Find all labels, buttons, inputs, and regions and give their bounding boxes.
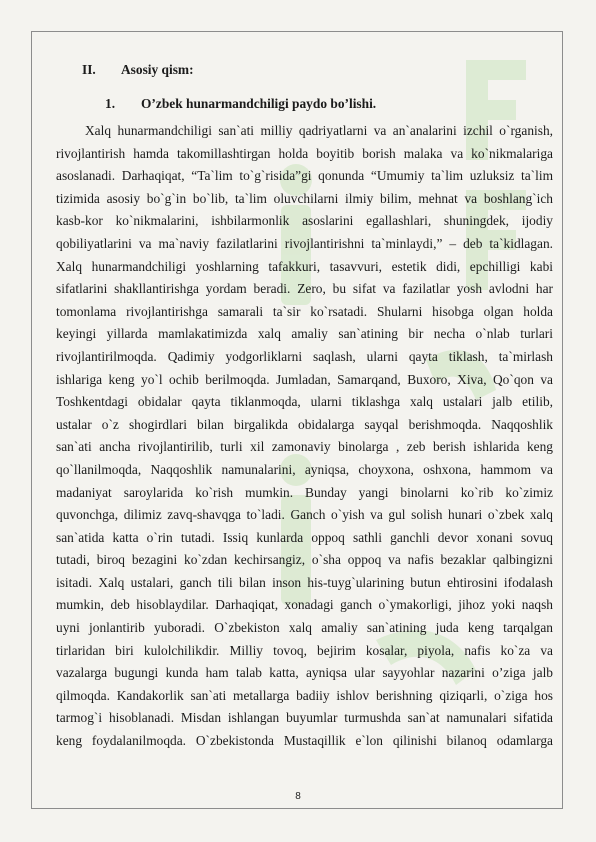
text-line: kasb-kor ko`nikmalarini, ishbilarmonlik asoslarini egallashlari, shuningdek, ijodiy <box>56 213 553 229</box>
text-line: tarmog`i hisoblanadi. Misdan ishlangan buyumlar turmushda san`at namunalari sifatida <box>56 710 553 726</box>
page-number: 8 <box>295 791 301 802</box>
text-line: tirlaridan biri kulolchilikdir. Milliy tovoq, bejirim kosalar, piyola, nafis ko`za va <box>56 642 553 658</box>
section-number: II. <box>82 62 96 77</box>
text-line: Xalq hunarmandchiligi san`ati milliy qadriyatlarni va an`analarini izchil o`rganish, <box>85 123 553 138</box>
subsection-number: 1. <box>105 96 116 111</box>
text-line: Toshkentdagi obidalar qayta tiklanmoqda, ularni tiklashga xalq ustalari jalb etilib, <box>56 394 553 410</box>
text-line: tomonlama rivojlantirishga samarali ta`sir ko`rsatadi. Shularni hisobga olgan holda <box>56 303 553 319</box>
text-line: rivojlantirish hamda takomillashtirgan holda boyitib borish malaka va ko`nikmalariga <box>56 145 553 161</box>
section-title: Asosiy qism: <box>121 62 194 77</box>
text-line: isitadi. Xalq ustalari, ganch tili bilan inson his-tuyg`ularining butun ehtirosini ifodalash <box>56 574 553 590</box>
text-line: vazalarga bugungi kunda ham talab katta, ayniqsa ular sayyohlar nazarini o’ziga jalb <box>56 665 553 681</box>
text-line: quvonchga, dilimiz zavq-shavqga to`ladi. Ganch o`yish va gul solish hunari o`zbek xalq <box>56 507 553 523</box>
text-line: qobiliyatlarini va ma`naviy fazilatlarini rivojlantirishni ta`minlaydi,” – deb ta`kidlagan. <box>56 235 553 251</box>
text-line: tutadi, biroq bezagini ko`zdan kechirsangiz, o`sha oppoq va nafis bezaklar qalbingizni <box>56 552 553 568</box>
text-line: ustalar o`z shogirdlari bilan birgalikda obidalarga sayqal berishmoqda. Naqqoshlik <box>56 416 553 432</box>
text-line: rivojlantirilmoqda. Qadimiy yodgorliklarni saqlash, ularni qayta tiklash, ta`mirlash <box>56 348 553 364</box>
text-line: ishlariga keng yo`l ochib berilmoqda. Jumladan, Samarqand, Buxoro, Xiva, Qo`qon va <box>56 371 553 387</box>
text-line: keyingi yillarda mamlakatimizda xalq amaliy san`atining bir necha o`nlab turlari <box>56 326 553 342</box>
text-line: tizimida asosiy bo`g`in bo`lib, ta`lim oluvchilarni ilmiy bilim, mehnat va boshlang`ich <box>56 190 553 206</box>
text-line: san`ati ancha rivojlantirilib, turli xil zamonaviy binolarga , zeb berish ishlarida keng <box>56 439 553 455</box>
text-line: mumkin, deb hisoblaydilar. Darhaqiqat, xonadagi ganch o`ymakorligi, jihoz yoki naqsh <box>56 597 553 613</box>
text-line: sifatlarini shakllantirishga yordam beradi. Zero, bu sifat va fazilatlar yosh avlodni har <box>56 281 553 297</box>
subsection-title: O’zbek hunarmandchiligi paydo bo’lishi. <box>141 96 377 111</box>
text-line: san`atida katta o`rin tutadi. Issiq kunlarda oppoq sathli ganchli devor xonani sovuq <box>56 529 553 545</box>
text-line: Xalq hunarmandchiligi yoshlarning tafakkuri, tasavvuri, estetik didi, epchilligi kabi <box>56 258 553 274</box>
text-line: qilmoqda. Kandakorlik san`ati metallarga badiiy ishlov berishning qiziqarli, o`ziga hos <box>56 687 553 703</box>
text-line: madaniyat saroylarida ko`rish mumkin. Bunday yangi binolarni ko`rib ko`zimiz <box>56 484 553 500</box>
text-line: qo`llanilmoqda, Naqqoshlik namunalarini, ayniqsa, choyxona, oshxona, hammom va <box>56 461 553 477</box>
text-line: keng foydalanilmoqda. O`zbekistonda Mustaqillik e`lon qilinishi bilanoq odamlarga <box>56 733 553 749</box>
body-paragraph <box>56 120 553 753</box>
text-line: uyni jonlantirib yuboradi. O`zbekiston xalq amaliy san`atining juda keng tarqalgan <box>56 620 553 636</box>
text-line: asoslanadi. Darhaqiqat, “Ta`lim to`g`risida”gi qonunda “Umumiy ta`lim uzluksiz ta`lim <box>56 168 553 184</box>
